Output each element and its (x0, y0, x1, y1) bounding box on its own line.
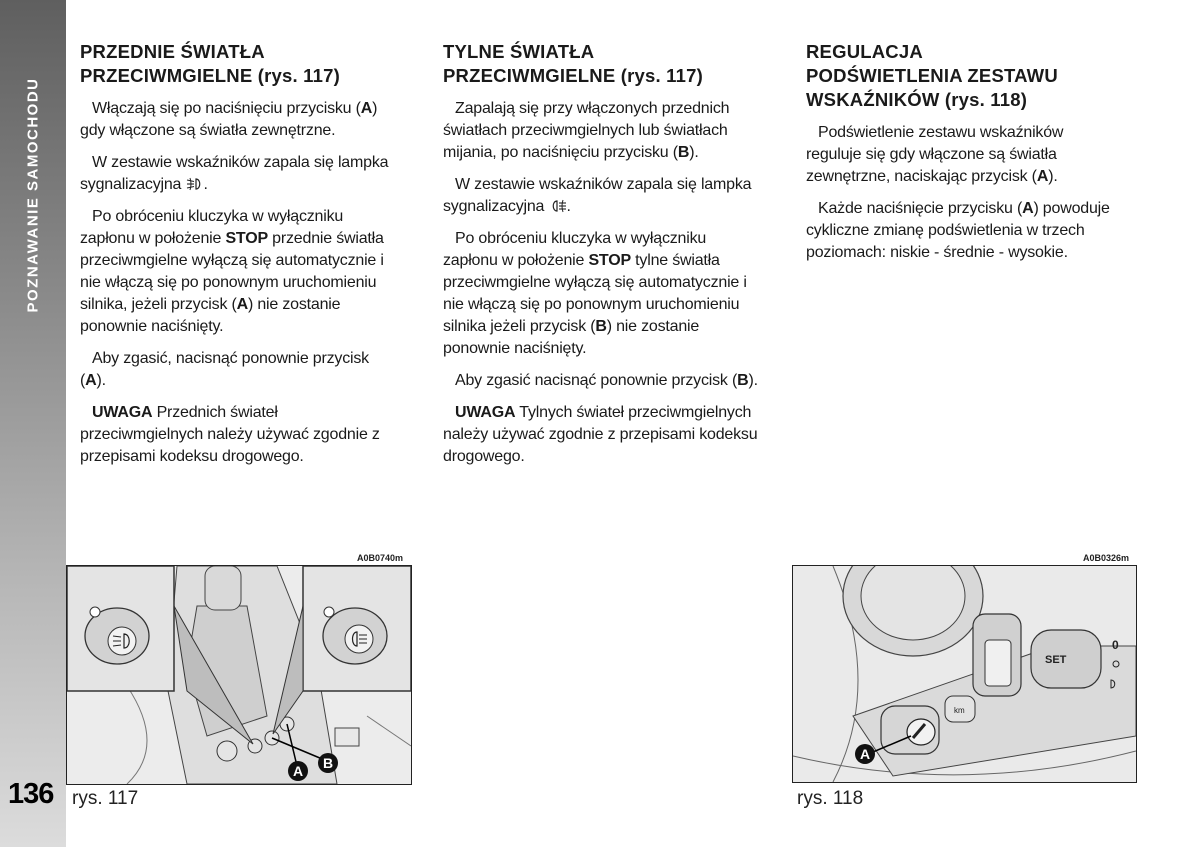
set-label: SET (1045, 654, 1067, 666)
section-title: POZNAWANIE SAMOCHODU (24, 77, 42, 313)
heading-line: PRZECIWMGIELNE (80, 65, 253, 86)
button-key-label: A (360, 100, 373, 117)
figure-reference: (rys. 117) (257, 65, 340, 86)
column-rear-fog-lights (443, 40, 759, 478)
paragraph: Każde naciśnięcie przycisku (A) powoduje cykliczne zmianę podświetlenia w trzech poziomach: niskie - średnie - wysokie. (806, 200, 1110, 261)
button-key-label: A (1036, 168, 1049, 185)
figure-caption: rys. 117 (72, 788, 139, 809)
section-heading (443, 40, 759, 88)
column-front-fog-lights (80, 40, 396, 478)
zero-label: 0 (1112, 638, 1119, 652)
warning-paragraph: UWAGA Przednich świateł przeciwmgielnych należy używać zgodnie z przepisami kodeksu drogowego. (80, 404, 380, 465)
dimmer-button (907, 719, 935, 745)
heading-line: PODŚWIETLENIA ZESTAWU (806, 65, 1058, 86)
page-number: 136 (8, 778, 54, 810)
figure-caption: rys. 118 (797, 788, 864, 809)
heading-line: PRZEDNIE ŚWIATŁA (80, 41, 265, 62)
console-illustration (67, 566, 411, 784)
heading-line: TYLNE ŚWIATŁA (443, 41, 595, 62)
callout-a: A (292, 763, 304, 779)
heading-line: REGULACJA (806, 41, 923, 62)
dashboard-illustration (793, 566, 1136, 782)
paragraph: Aby zgasić, nacisnąć ponownie przycisk (A). (80, 350, 369, 389)
km-label: km (954, 706, 965, 715)
paragraph: W zestawie wskaźników zapala się lampka sygnalizacyjna . (80, 154, 389, 193)
paragraph: Zapalają się przy włączonych przednich światłach przeciwmgielnych lub światłach mijania, po naciśnięciu przycisku (B). (443, 100, 730, 161)
paragraph: W zestawie wskaźników zapala się lampka sygnalizacyjna . (443, 176, 752, 215)
figure-reference: (rys. 118) (944, 89, 1028, 110)
figure-code: A0B0326m (1083, 553, 1130, 563)
section-heading (80, 40, 396, 88)
figure-reference: (rys. 117) (620, 65, 703, 86)
paragraph: Włączają się po naciśnięciu przycisku (A) gdy włączone są światła zewnętrzne. (80, 100, 378, 139)
button-key-label: B (677, 144, 690, 161)
column-instrument-lighting (806, 40, 1122, 274)
front-fog-light-icon (186, 177, 204, 191)
figure-118 (792, 565, 1137, 783)
figure-117 (66, 565, 412, 785)
warning-label: UWAGA (455, 404, 516, 421)
paragraph: Po obróceniu kluczyka w wyłączniku zapłonu w położenie STOP tylne światła przeciwmgielne wyłączą się automatycznie i nie włączą się po ponownym uruchomieniu silnika jeżeli przycisk (B) nie zostanie ponownie naciśnięty. (443, 230, 747, 357)
warning-label: UWAGA (92, 404, 153, 421)
paragraph: Po obróceniu kluczyka w wyłączniku zapłonu w położenie STOP przednie światła przeciwmgielne wyłączą się automatycznie i nie włączą się po ponownym uruchomieniu silnika, jeżeli przycisk (A) nie zostanie ponownie naciśnięty. (80, 208, 384, 335)
callout-b: B (322, 755, 334, 771)
heading-line: PRZECIWMGIELNE (443, 65, 616, 86)
paragraph: Aby zgasić nacisnąć ponownie przycisk (B). (455, 372, 758, 389)
figure-code: A0B0740m (357, 553, 404, 563)
button-key-label: A (1022, 200, 1034, 217)
callout-a: A (859, 746, 871, 762)
warning-paragraph: UWAGA Tylnych świateł przeciwmgielnych należy używać zgodnie z przepisami kodeksu drogowego. (443, 404, 758, 465)
rear-fog-light-icon (549, 199, 567, 213)
heading-line: WSKAŹNIKÓW (806, 89, 940, 110)
paragraph: Podświetlenie zestawu wskaźników reguluje się gdy włączone są światła zewnętrzne, naciskając przycisk (A). (806, 124, 1064, 185)
side-tab (0, 0, 66, 847)
section-heading (806, 40, 1122, 112)
